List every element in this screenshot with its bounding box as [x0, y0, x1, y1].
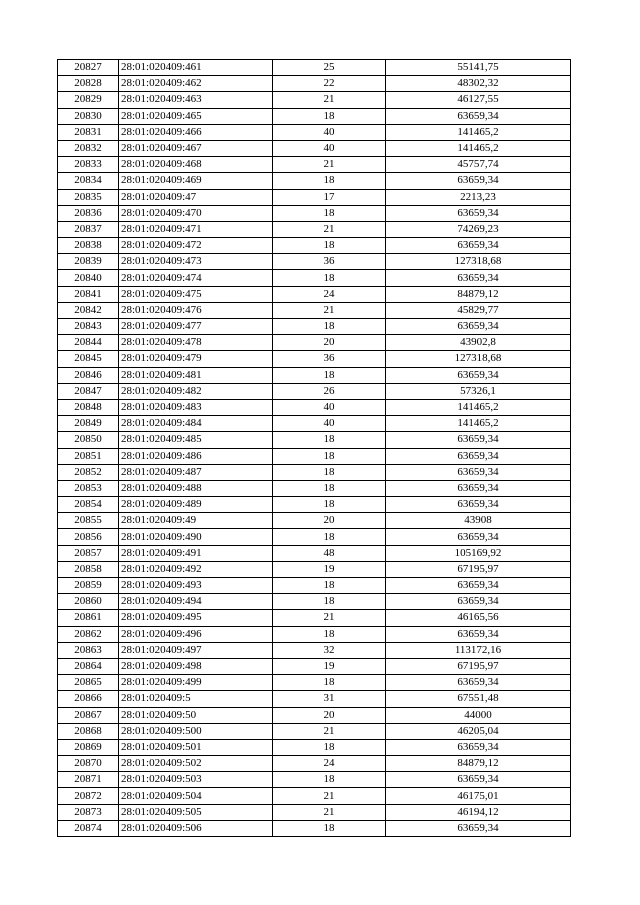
value-cell: 63659,34 [386, 594, 571, 610]
row-number-cell: 20846 [58, 367, 119, 383]
row-number-cell: 20844 [58, 335, 119, 351]
row-number-cell: 20874 [58, 820, 119, 836]
area-cell: 19 [273, 658, 386, 674]
cadastral-number-cell: 28:01:020409:482 [119, 383, 273, 399]
table-row [58, 399, 571, 415]
area-cell: 17 [273, 189, 386, 205]
row-number-cell: 20866 [58, 691, 119, 707]
cadastral-number-cell: 28:01:020409:496 [119, 626, 273, 642]
area-cell: 18 [273, 739, 386, 755]
table-row [58, 302, 571, 318]
row-number-cell: 20856 [58, 529, 119, 545]
table-row [58, 594, 571, 610]
area-cell: 40 [273, 124, 386, 140]
table-row [58, 416, 571, 432]
row-number-cell: 20853 [58, 480, 119, 496]
value-cell: 84879,12 [386, 756, 571, 772]
table-row [58, 221, 571, 237]
area-cell: 24 [273, 286, 386, 302]
value-cell: 63659,34 [386, 205, 571, 221]
table-row [58, 513, 571, 529]
row-number-cell: 20870 [58, 756, 119, 772]
row-number-cell: 20871 [58, 772, 119, 788]
row-number-cell: 20840 [58, 270, 119, 286]
table-row [58, 383, 571, 399]
value-cell: 46165,56 [386, 610, 571, 626]
cadastral-number-cell: 28:01:020409:481 [119, 367, 273, 383]
table-row [58, 788, 571, 804]
cadastral-number-cell: 28:01:020409:476 [119, 302, 273, 318]
value-cell: 63659,34 [386, 238, 571, 254]
cadastral-number-cell: 28:01:020409:462 [119, 76, 273, 92]
row-number-cell: 20857 [58, 545, 119, 561]
data-table [57, 59, 571, 837]
area-cell: 18 [273, 820, 386, 836]
table-row [58, 140, 571, 156]
cadastral-number-cell: 28:01:020409:490 [119, 529, 273, 545]
cadastral-number-cell: 28:01:020409:463 [119, 92, 273, 108]
area-cell: 18 [273, 173, 386, 189]
area-cell: 21 [273, 723, 386, 739]
area-cell: 18 [273, 578, 386, 594]
row-number-cell: 20864 [58, 658, 119, 674]
table-row [58, 286, 571, 302]
value-cell: 113172,16 [386, 642, 571, 658]
value-cell: 46175,01 [386, 788, 571, 804]
value-cell: 141465,2 [386, 399, 571, 415]
table-row [58, 76, 571, 92]
table-row [58, 464, 571, 480]
area-cell: 26 [273, 383, 386, 399]
table-row [58, 238, 571, 254]
value-cell: 55141,75 [386, 60, 571, 76]
table-row [58, 270, 571, 286]
area-cell: 18 [273, 675, 386, 691]
cadastral-number-cell: 28:01:020409:497 [119, 642, 273, 658]
table-row [58, 675, 571, 691]
area-cell: 18 [273, 626, 386, 642]
area-cell: 48 [273, 545, 386, 561]
table-row [58, 480, 571, 496]
row-number-cell: 20835 [58, 189, 119, 205]
table-row [58, 561, 571, 577]
table-row [58, 772, 571, 788]
row-number-cell: 20833 [58, 157, 119, 173]
table-row [58, 157, 571, 173]
table-row [58, 626, 571, 642]
value-cell: 63659,34 [386, 464, 571, 480]
cadastral-number-cell: 28:01:020409:471 [119, 221, 273, 237]
table-row [58, 497, 571, 513]
table-row [58, 739, 571, 755]
area-cell: 18 [273, 480, 386, 496]
row-number-cell: 20842 [58, 302, 119, 318]
cadastral-number-cell: 28:01:020409:492 [119, 561, 273, 577]
value-cell: 63659,34 [386, 626, 571, 642]
table-row [58, 545, 571, 561]
cadastral-number-cell: 28:01:020409:485 [119, 432, 273, 448]
row-number-cell: 20861 [58, 610, 119, 626]
row-number-cell: 20860 [58, 594, 119, 610]
row-number-cell: 20847 [58, 383, 119, 399]
area-cell: 18 [273, 367, 386, 383]
area-cell: 21 [273, 788, 386, 804]
area-cell: 21 [273, 804, 386, 820]
table-row [58, 173, 571, 189]
cadastral-number-cell: 28:01:020409:479 [119, 351, 273, 367]
area-cell: 40 [273, 416, 386, 432]
value-cell: 46127,55 [386, 92, 571, 108]
row-number-cell: 20859 [58, 578, 119, 594]
value-cell: 45829,77 [386, 302, 571, 318]
table-row [58, 254, 571, 270]
cadastral-number-cell: 28:01:020409:498 [119, 658, 273, 674]
value-cell: 63659,34 [386, 432, 571, 448]
table-row [58, 432, 571, 448]
area-cell: 40 [273, 140, 386, 156]
area-cell: 18 [273, 108, 386, 124]
area-cell: 20 [273, 335, 386, 351]
cadastral-number-cell: 28:01:020409:494 [119, 594, 273, 610]
table-row [58, 610, 571, 626]
table-row [58, 108, 571, 124]
cadastral-number-cell: 28:01:020409:491 [119, 545, 273, 561]
table-row [58, 205, 571, 221]
table-row [58, 124, 571, 140]
area-cell: 21 [273, 610, 386, 626]
area-cell: 18 [273, 238, 386, 254]
value-cell: 43902,8 [386, 335, 571, 351]
area-cell: 21 [273, 157, 386, 173]
row-number-cell: 20841 [58, 286, 119, 302]
value-cell: 63659,34 [386, 820, 571, 836]
cadastral-number-cell: 28:01:020409:468 [119, 157, 273, 173]
table-row [58, 319, 571, 335]
area-cell: 21 [273, 221, 386, 237]
table-body [58, 60, 571, 837]
cadastral-number-cell: 28:01:020409:467 [119, 140, 273, 156]
cadastral-number-cell: 28:01:020409:495 [119, 610, 273, 626]
row-number-cell: 20832 [58, 140, 119, 156]
row-number-cell: 20828 [58, 76, 119, 92]
cadastral-number-cell: 28:01:020409:50 [119, 707, 273, 723]
row-number-cell: 20836 [58, 205, 119, 221]
cadastral-number-cell: 28:01:020409:483 [119, 399, 273, 415]
area-cell: 21 [273, 92, 386, 108]
cadastral-number-cell: 28:01:020409:503 [119, 772, 273, 788]
table-row [58, 448, 571, 464]
cadastral-number-cell: 28:01:020409:473 [119, 254, 273, 270]
area-cell: 36 [273, 254, 386, 270]
table-row [58, 691, 571, 707]
cadastral-number-cell: 28:01:020409:474 [119, 270, 273, 286]
table-row [58, 92, 571, 108]
value-cell: 48302,32 [386, 76, 571, 92]
row-number-cell: 20854 [58, 497, 119, 513]
cadastral-number-cell: 28:01:020409:502 [119, 756, 273, 772]
area-cell: 21 [273, 302, 386, 318]
table-row [58, 707, 571, 723]
row-number-cell: 20862 [58, 626, 119, 642]
value-cell: 45757,74 [386, 157, 571, 173]
table-row [58, 529, 571, 545]
value-cell: 63659,34 [386, 497, 571, 513]
table-row [58, 367, 571, 383]
row-number-cell: 20865 [58, 675, 119, 691]
value-cell: 44000 [386, 707, 571, 723]
value-cell: 63659,34 [386, 448, 571, 464]
row-number-cell: 20849 [58, 416, 119, 432]
table-row [58, 642, 571, 658]
area-cell: 18 [273, 772, 386, 788]
value-cell: 141465,2 [386, 140, 571, 156]
value-cell: 46194,12 [386, 804, 571, 820]
area-cell: 25 [273, 60, 386, 76]
value-cell: 2213,23 [386, 189, 571, 205]
area-cell: 22 [273, 76, 386, 92]
table-row [58, 658, 571, 674]
value-cell: 67195,97 [386, 658, 571, 674]
cadastral-number-cell: 28:01:020409:478 [119, 335, 273, 351]
value-cell: 67195,97 [386, 561, 571, 577]
row-number-cell: 20873 [58, 804, 119, 820]
area-cell: 36 [273, 351, 386, 367]
cadastral-number-cell: 28:01:020409:504 [119, 788, 273, 804]
row-number-cell: 20868 [58, 723, 119, 739]
table-row [58, 756, 571, 772]
value-cell: 84879,12 [386, 286, 571, 302]
value-cell: 63659,34 [386, 173, 571, 189]
value-cell: 63659,34 [386, 578, 571, 594]
value-cell: 127318,68 [386, 254, 571, 270]
value-cell: 57326,1 [386, 383, 571, 399]
cadastral-number-cell: 28:01:020409:484 [119, 416, 273, 432]
row-number-cell: 20831 [58, 124, 119, 140]
cadastral-number-cell: 28:01:020409:469 [119, 173, 273, 189]
value-cell: 63659,34 [386, 367, 571, 383]
row-number-cell: 20837 [58, 221, 119, 237]
row-number-cell: 20845 [58, 351, 119, 367]
cadastral-number-cell: 28:01:020409:486 [119, 448, 273, 464]
value-cell: 141465,2 [386, 416, 571, 432]
area-cell: 40 [273, 399, 386, 415]
cadastral-number-cell: 28:01:020409:470 [119, 205, 273, 221]
area-cell: 32 [273, 642, 386, 658]
row-number-cell: 20858 [58, 561, 119, 577]
table-row [58, 60, 571, 76]
row-number-cell: 20839 [58, 254, 119, 270]
value-cell: 63659,34 [386, 108, 571, 124]
table-row [58, 578, 571, 594]
cadastral-number-cell: 28:01:020409:472 [119, 238, 273, 254]
area-cell: 20 [273, 513, 386, 529]
value-cell: 67551,48 [386, 691, 571, 707]
row-number-cell: 20867 [58, 707, 119, 723]
cadastral-number-cell: 28:01:020409:493 [119, 578, 273, 594]
area-cell: 18 [273, 270, 386, 286]
value-cell: 63659,34 [386, 739, 571, 755]
row-number-cell: 20855 [58, 513, 119, 529]
table-row [58, 723, 571, 739]
area-cell: 18 [273, 594, 386, 610]
row-number-cell: 20830 [58, 108, 119, 124]
cadastral-number-cell: 28:01:020409:475 [119, 286, 273, 302]
area-cell: 18 [273, 448, 386, 464]
area-cell: 18 [273, 529, 386, 545]
area-cell: 18 [273, 464, 386, 480]
cadastral-number-cell: 28:01:020409:489 [119, 497, 273, 513]
value-cell: 63659,34 [386, 529, 571, 545]
cadastral-number-cell: 28:01:020409:47 [119, 189, 273, 205]
area-cell: 19 [273, 561, 386, 577]
area-cell: 18 [273, 205, 386, 221]
table-row [58, 804, 571, 820]
cadastral-number-cell: 28:01:020409:466 [119, 124, 273, 140]
area-cell: 31 [273, 691, 386, 707]
value-cell: 63659,34 [386, 480, 571, 496]
value-cell: 63659,34 [386, 675, 571, 691]
area-cell: 18 [273, 319, 386, 335]
table-row [58, 351, 571, 367]
row-number-cell: 20827 [58, 60, 119, 76]
value-cell: 74269,23 [386, 221, 571, 237]
area-cell: 18 [273, 497, 386, 513]
row-number-cell: 20852 [58, 464, 119, 480]
cadastral-number-cell: 28:01:020409:500 [119, 723, 273, 739]
value-cell: 46205,04 [386, 723, 571, 739]
value-cell: 63659,34 [386, 270, 571, 286]
cadastral-number-cell: 28:01:020409:506 [119, 820, 273, 836]
table-row [58, 189, 571, 205]
row-number-cell: 20843 [58, 319, 119, 335]
cadastral-number-cell: 28:01:020409:501 [119, 739, 273, 755]
row-number-cell: 20838 [58, 238, 119, 254]
cadastral-number-cell: 28:01:020409:477 [119, 319, 273, 335]
table-row [58, 820, 571, 836]
cadastral-number-cell: 28:01:020409:49 [119, 513, 273, 529]
area-cell: 24 [273, 756, 386, 772]
value-cell: 141465,2 [386, 124, 571, 140]
area-cell: 18 [273, 432, 386, 448]
row-number-cell: 20851 [58, 448, 119, 464]
row-number-cell: 20829 [58, 92, 119, 108]
cadastral-number-cell: 28:01:020409:461 [119, 60, 273, 76]
value-cell: 43908 [386, 513, 571, 529]
value-cell: 105169,92 [386, 545, 571, 561]
cadastral-number-cell: 28:01:020409:465 [119, 108, 273, 124]
value-cell: 63659,34 [386, 319, 571, 335]
cadastral-number-cell: 28:01:020409:487 [119, 464, 273, 480]
cadastral-number-cell: 28:01:020409:5 [119, 691, 273, 707]
value-cell: 127318,68 [386, 351, 571, 367]
row-number-cell: 20848 [58, 399, 119, 415]
row-number-cell: 20834 [58, 173, 119, 189]
area-cell: 20 [273, 707, 386, 723]
row-number-cell: 20872 [58, 788, 119, 804]
row-number-cell: 20863 [58, 642, 119, 658]
table-row [58, 335, 571, 351]
row-number-cell: 20850 [58, 432, 119, 448]
cadastral-number-cell: 28:01:020409:488 [119, 480, 273, 496]
row-number-cell: 20869 [58, 739, 119, 755]
cadastral-number-cell: 28:01:020409:505 [119, 804, 273, 820]
cadastral-number-cell: 28:01:020409:499 [119, 675, 273, 691]
value-cell: 63659,34 [386, 772, 571, 788]
